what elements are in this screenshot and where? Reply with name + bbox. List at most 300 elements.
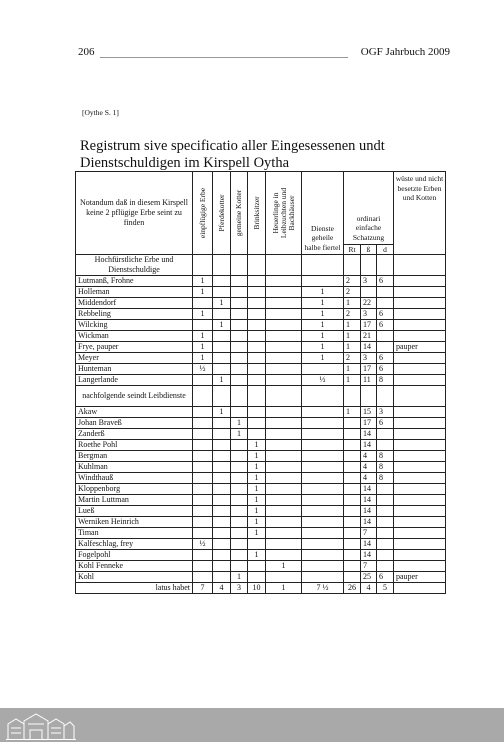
cell-c2 [213,276,231,287]
table-row [76,440,446,451]
table-row [76,407,446,418]
cell-rt [344,473,361,484]
cell-note [394,451,446,462]
cell-c1: 1 [193,287,213,298]
cell-rt: 1 [344,331,361,342]
cell-note [394,320,446,331]
table-row [76,473,446,484]
cell-note [394,495,446,506]
cell-c2 [213,561,231,572]
cell-c5 [266,298,302,309]
cell-note [394,473,446,484]
cell-d [377,331,394,342]
total-rt: 26 [344,583,361,594]
cell-c2: 1 [213,298,231,309]
table-row [76,462,446,473]
cell-c3 [231,462,248,473]
cell-c2 [213,287,231,298]
cell-c2: 1 [213,320,231,331]
header-wueste-erben: wüste und nicht besetzte Erben und Kotten [394,172,446,255]
header-einpfluegige-erbe: einpflügige Erbe [193,172,213,255]
row-name: Middendorf [76,298,193,309]
cell-c6 [302,440,344,451]
cell-c2 [213,495,231,506]
cell-c4 [248,539,266,550]
cell-s: 25 [361,572,377,583]
cell-s: 14 [361,342,377,353]
cell-d [377,550,394,561]
cell-note [394,353,446,364]
cell-c3 [231,287,248,298]
cell-c4: 1 [248,484,266,495]
table-row [76,331,446,342]
cell-c1 [193,506,213,517]
cell-c6 [302,506,344,517]
cell-rt: 1 [344,342,361,353]
header-pferdekotter: Pferdekotter [213,172,231,255]
cell-note [394,539,446,550]
cell-d [377,539,394,550]
cell-note [394,440,446,451]
row-name: Lueß [76,506,193,517]
cell-s: 15 [361,407,377,418]
cell-c3 [231,375,248,386]
table-row [76,495,446,506]
header-notandum: Notandum daß in diesem Kirspell keine 2 pflügige Erbe seint zu finden [76,172,193,255]
cell-c6: 1 [302,353,344,364]
cell-c1 [193,484,213,495]
cell-c3 [231,407,248,418]
cell-c3 [231,309,248,320]
cell-s: 14 [361,506,377,517]
row-name: Kuhlman [76,462,193,473]
cell-s: 14 [361,440,377,451]
cell-c5 [266,440,302,451]
cell-d [377,506,394,517]
section-row [76,255,446,276]
row-name: Rebbeling [76,309,193,320]
cell-c2: 1 [213,375,231,386]
header-heuerlinge: Heuerlinge in Leibzuchten und Backhäuser [266,172,302,255]
header-schatzung: ordinari einfache Schatzung [344,172,394,245]
cell-d: 6 [377,418,394,429]
cell-rt: 1 [344,298,361,309]
cell-rt [344,462,361,473]
cell-c6 [302,364,344,375]
section-heading-hochfuerstliche: Hochfürstliche Erbe und Dienstschuldige [76,255,193,276]
cell-c4 [248,364,266,375]
row-name: Langerlande [76,375,193,386]
cell-c1 [193,418,213,429]
cell-c5 [266,550,302,561]
cell-c5 [266,462,302,473]
cell-c6 [302,473,344,484]
cell-c5 [266,473,302,484]
cell-c1 [193,320,213,331]
row-name: Bergman [76,451,193,462]
cell-s: 7 [361,528,377,539]
total-c2: 4 [213,583,231,594]
cell-c6: 1 [302,287,344,298]
table-row [76,451,446,462]
cell-c3 [231,320,248,331]
cell-c6 [302,528,344,539]
cell-c4: 1 [248,440,266,451]
cell-c1 [193,528,213,539]
cell-rt: 1 [344,375,361,386]
row-name: Hunteman [76,364,193,375]
cell-rt: 1 [344,407,361,418]
cell-c4 [248,309,266,320]
row-name: Timan [76,528,193,539]
cell-c2 [213,429,231,440]
cell-c4: 1 [248,473,266,484]
cell-d: 8 [377,451,394,462]
row-name: Zanderß [76,429,193,440]
cell-rt [344,539,361,550]
cell-c2 [213,418,231,429]
cell-c6 [302,451,344,462]
cell-note [394,276,446,287]
cell-c6: 1 [302,320,344,331]
cell-c1 [193,440,213,451]
cell-c4: 1 [248,517,266,528]
table-row [76,320,446,331]
cell-c4: 1 [248,462,266,473]
row-name: Meyer [76,353,193,364]
cell-note [394,462,446,473]
cell-c2 [213,440,231,451]
cell-rt [344,451,361,462]
total-note [394,583,446,594]
cell-s: 14 [361,495,377,506]
cell-note [394,287,446,298]
row-name: Windthauß [76,473,193,484]
cell-c2 [213,506,231,517]
table-row [76,506,446,517]
row-name: Wilcking [76,320,193,331]
cell-c4 [248,353,266,364]
total-c5: 1 [266,583,302,594]
cell-d: 8 [377,473,394,484]
cell-c2 [213,484,231,495]
cell-c6 [302,407,344,418]
cell-rt [344,506,361,517]
cell-c2 [213,331,231,342]
cell-c3 [231,528,248,539]
cell-note [394,364,446,375]
cell-c4 [248,375,266,386]
cell-c4: 1 [248,550,266,561]
cell-c3 [231,298,248,309]
cell-c3 [231,353,248,364]
cell-c2 [213,473,231,484]
cell-c6 [302,429,344,440]
table-row [76,561,446,572]
cell-s: 22 [361,298,377,309]
row-name: Martin Luttman [76,495,193,506]
cell-c5 [266,320,302,331]
cell-note [394,418,446,429]
cell-c5 [266,418,302,429]
total-c4: 10 [248,583,266,594]
cell-s: 14 [361,550,377,561]
table-row [76,429,446,440]
row-name: Lutmanß, Frohne [76,276,193,287]
cell-d [377,342,394,353]
cell-d [377,287,394,298]
cell-c5 [266,331,302,342]
row-name: Kohl [76,572,193,583]
cell-note [394,429,446,440]
cell-rt [344,440,361,451]
total-c1: 7 [193,583,213,594]
row-name: Wickman [76,331,193,342]
cell-c1 [193,550,213,561]
footer-band [0,708,504,742]
table-row [76,517,446,528]
total-c3: 3 [231,583,248,594]
cell-c1: 1 [193,342,213,353]
cell-d: 6 [377,309,394,320]
register-table [75,171,446,594]
cell-d: 6 [377,364,394,375]
cell-s: 14 [361,517,377,528]
cell-c2 [213,364,231,375]
cell-c1: ½ [193,539,213,550]
row-name: Kalfeschlag, frey [76,539,193,550]
cell-c5 [266,451,302,462]
table-row [76,342,446,353]
cell-s: 14 [361,429,377,440]
header-rt: Rt [344,245,361,255]
cell-c4 [248,287,266,298]
cell-c5 [266,407,302,418]
cell-d: 6 [377,276,394,287]
table-row [76,550,446,561]
cell-c2 [213,451,231,462]
section-heading-leibdienste: nachfolgende seindt Leibdienste [76,386,193,407]
cell-note [394,407,446,418]
cell-s: 7 [361,561,377,572]
cell-note [394,528,446,539]
cell-rt: 2 [344,353,361,364]
cell-c4 [248,561,266,572]
cell-c5 [266,539,302,550]
cell-c5 [266,276,302,287]
cell-c1 [193,572,213,583]
cell-c3 [231,506,248,517]
cell-c5 [266,528,302,539]
row-name: Holleman [76,287,193,298]
cell-rt [344,572,361,583]
cell-note [394,309,446,320]
cell-c3 [231,484,248,495]
cell-c5 [266,287,302,298]
cell-s: 4 [361,451,377,462]
row-name: Frye, pauper [76,342,193,353]
cell-c3 [231,495,248,506]
cell-s: 4 [361,473,377,484]
cell-c3: 1 [231,429,248,440]
cell-c5 [266,495,302,506]
building-logo-icon [6,710,76,740]
cell-c6: 1 [302,331,344,342]
document-title: Registrum sive specificatio aller Eingesessenen undt Dienstschuldigen im Kirspell Oytha [80,138,385,171]
row-name: Werniken Heinrich [76,517,193,528]
cell-d: 3 [377,407,394,418]
cell-c2 [213,342,231,353]
cell-c2 [213,462,231,473]
cell-c6 [302,276,344,287]
cell-c2: 1 [213,407,231,418]
total-s: 4 [361,583,377,594]
cell-c3 [231,451,248,462]
cell-c4 [248,407,266,418]
cell-c6 [302,572,344,583]
cell-c3 [231,364,248,375]
cell-s: 3 [361,276,377,287]
cell-c4 [248,331,266,342]
total-row [76,583,446,594]
cell-c6: 1 [302,342,344,353]
cell-c5: 1 [266,561,302,572]
cell-note [394,331,446,342]
cell-s: 21 [361,331,377,342]
cell-c3 [231,517,248,528]
cell-c3 [231,473,248,484]
header-gemeine-kotter: gemeine Kotter [231,172,248,255]
cell-c2 [213,572,231,583]
table-row [76,276,446,287]
row-name: Akaw [76,407,193,418]
cell-c1 [193,298,213,309]
page-header [78,46,450,62]
cell-rt [344,429,361,440]
header-dienste: Dienste geheile halbe fiertel [302,172,344,255]
cell-note: pauper [394,572,446,583]
cell-d [377,495,394,506]
cell-rt: 2 [344,287,361,298]
cell-d: 6 [377,320,394,331]
cell-c4 [248,342,266,353]
total-d: 5 [377,583,394,594]
cell-rt [344,561,361,572]
row-name: Roethe Pohl [76,440,193,451]
cell-d [377,440,394,451]
cell-c3 [231,539,248,550]
cell-d [377,517,394,528]
cell-c3 [231,276,248,287]
table-row [76,375,446,386]
cell-c4 [248,276,266,287]
cell-c4: 1 [248,506,266,517]
cell-c1 [193,375,213,386]
cell-c1 [193,495,213,506]
cell-c2 [213,550,231,561]
cell-c4 [248,298,266,309]
row-name: Kohl Fenneke [76,561,193,572]
cell-rt: 1 [344,320,361,331]
cell-c5 [266,517,302,528]
cell-c4 [248,418,266,429]
cell-rt [344,528,361,539]
cell-s: 17 [361,320,377,331]
table-row [76,484,446,495]
cell-rt [344,495,361,506]
cell-c4 [248,429,266,440]
cell-d: 8 [377,375,394,386]
cell-note [394,298,446,309]
cell-d: 8 [377,462,394,473]
table-row [76,539,446,550]
cell-rt [344,517,361,528]
cell-c3: 1 [231,418,248,429]
table-row [76,298,446,309]
cell-c1 [193,517,213,528]
total-c6: 7 ½ [302,583,344,594]
cell-c6: 1 [302,298,344,309]
cell-c5 [266,572,302,583]
cell-c3 [231,550,248,561]
cell-c3 [231,440,248,451]
table-row [76,528,446,539]
row-name: Johan Braveß [76,418,193,429]
cell-c4: 1 [248,495,266,506]
cell-s: 3 [361,309,377,320]
cell-note [394,484,446,495]
header-rule [100,57,348,58]
cell-note [394,561,446,572]
cell-rt [344,550,361,561]
section-row [76,386,446,407]
cell-c4: 1 [248,451,266,462]
cell-c3: 1 [231,572,248,583]
cell-c6 [302,561,344,572]
cell-c2 [213,528,231,539]
cell-c2 [213,353,231,364]
header-pfennig: d [377,245,394,255]
cell-s: 14 [361,539,377,550]
cell-c2 [213,539,231,550]
cell-c4 [248,572,266,583]
cell-s: 4 [361,462,377,473]
table-row [76,418,446,429]
cell-c6 [302,462,344,473]
cell-c6 [302,517,344,528]
cell-c1 [193,462,213,473]
cell-c4: 1 [248,528,266,539]
table-row [76,309,446,320]
cell-c6: ½ [302,375,344,386]
cell-c1 [193,407,213,418]
row-name: Kloppenborg [76,484,193,495]
cell-c6 [302,484,344,495]
cell-rt [344,418,361,429]
cell-note [394,375,446,386]
header-brinksitzer: Brinksitzer [248,172,266,255]
page-number: 206 [78,46,95,58]
cell-note [394,550,446,561]
cell-s: 11 [361,375,377,386]
cell-s: 17 [361,418,377,429]
cell-c2 [213,309,231,320]
cell-d: 6 [377,572,394,583]
cell-d [377,528,394,539]
cell-c1: 1 [193,353,213,364]
cell-d [377,484,394,495]
cell-rt: 1 [344,364,361,375]
